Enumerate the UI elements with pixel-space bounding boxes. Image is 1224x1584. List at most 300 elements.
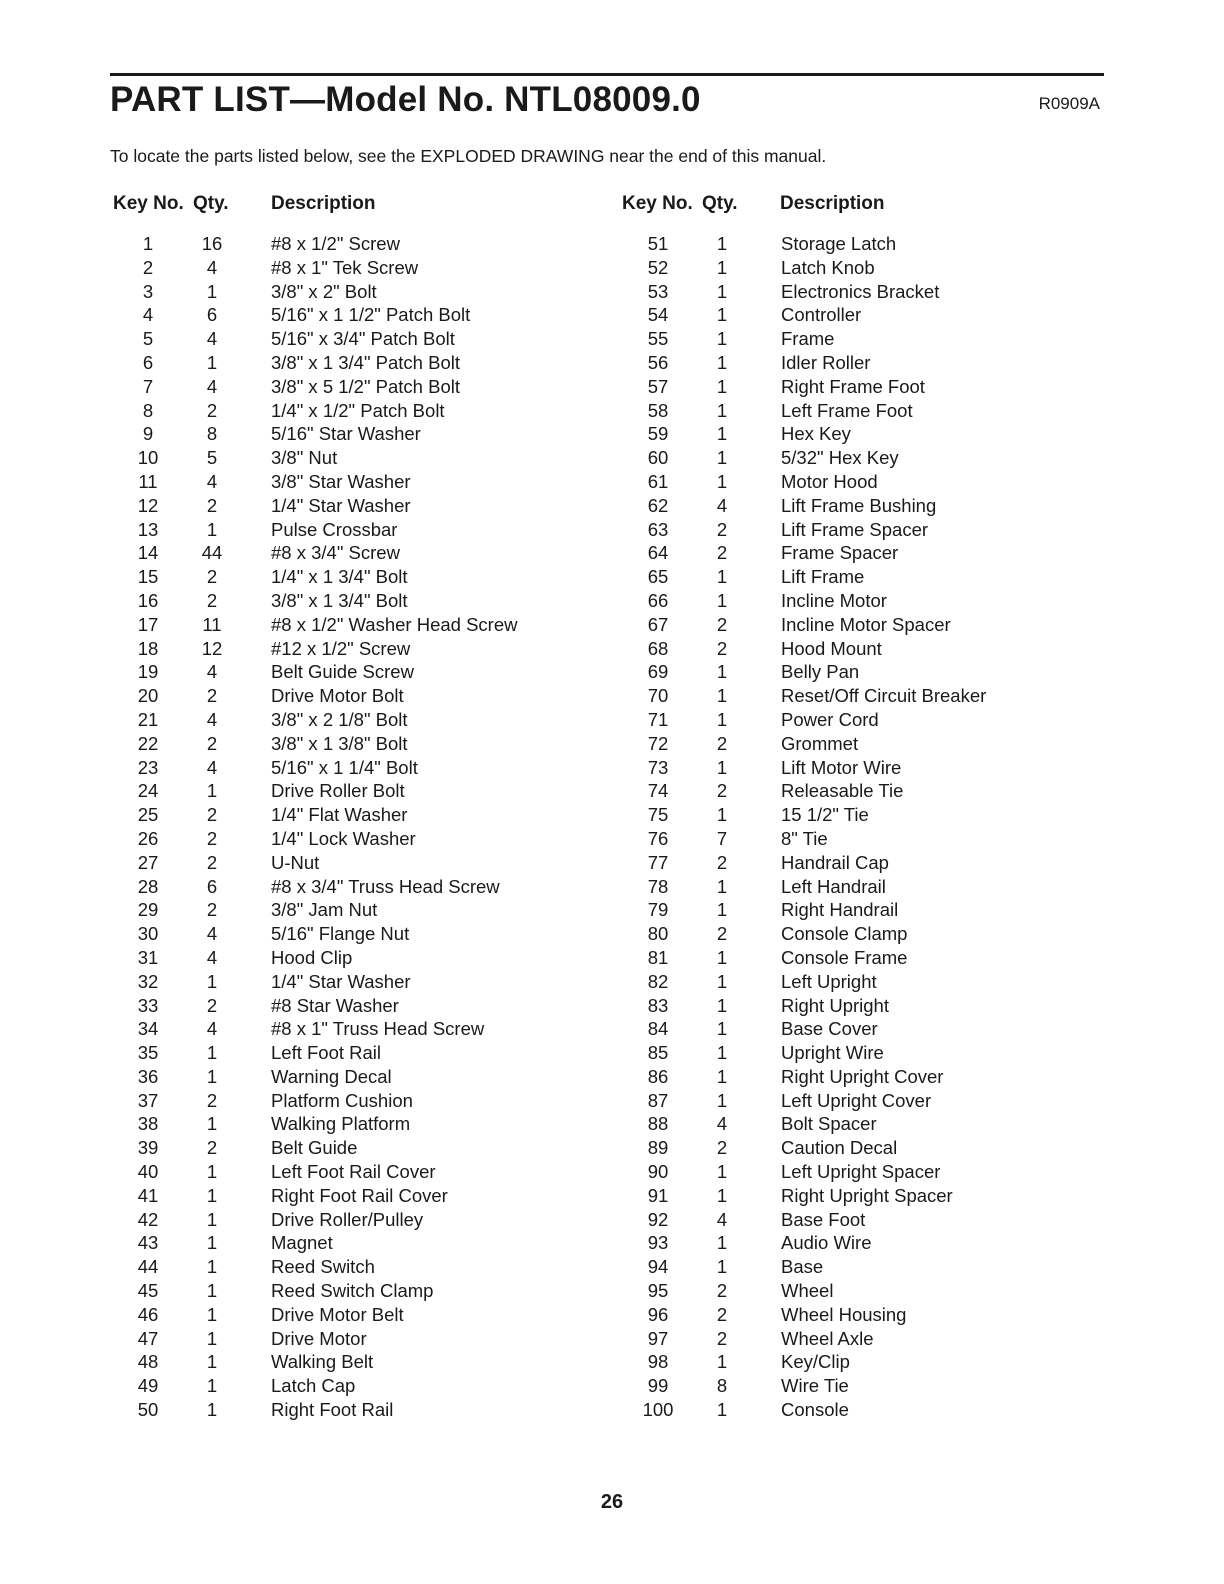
part-description: Lift Frame Spacer <box>781 518 929 540</box>
part-row <box>510 803 970 827</box>
part-description: U-Nut <box>271 851 320 873</box>
part-description: 1/4" Flat Washer <box>271 804 408 826</box>
part-key-number: 9 <box>142 423 154 445</box>
part-key-number: 28 <box>137 875 159 897</box>
part-description: Right Upright <box>781 994 889 1016</box>
part-key-number: 56 <box>647 351 669 373</box>
part-quantity: 1 <box>206 280 218 302</box>
part-row <box>0 1350 460 1374</box>
part-key-number: 97 <box>647 1327 669 1349</box>
part-key-number: 26 <box>137 827 159 849</box>
part-row <box>510 375 970 399</box>
part-description: #8 x 3/4" Screw <box>271 542 400 564</box>
part-key-number: 86 <box>647 1065 669 1087</box>
part-description: Controller <box>781 304 862 326</box>
part-key-number: 25 <box>137 804 159 826</box>
part-description: Hood Clip <box>271 946 353 968</box>
part-row <box>0 470 460 494</box>
part-quantity: 2 <box>716 1280 728 1302</box>
part-row <box>0 827 460 851</box>
part-description: Left Upright Spacer <box>781 1161 941 1183</box>
part-quantity: 8 <box>206 423 218 445</box>
part-key-number: 79 <box>647 899 669 921</box>
part-description: #8 x 1/2" Screw <box>271 233 400 254</box>
part-quantity: 4 <box>206 1018 218 1040</box>
part-key-number: 38 <box>137 1113 159 1135</box>
part-row <box>0 232 460 256</box>
part-row <box>510 732 970 756</box>
part-description: Right Handrail <box>781 899 899 921</box>
part-key-number: 62 <box>647 494 669 516</box>
part-key-number: 91 <box>647 1184 669 1206</box>
part-row <box>0 1374 460 1398</box>
part-quantity: 2 <box>716 1137 728 1159</box>
part-quantity: 2 <box>716 1303 728 1325</box>
part-row <box>510 327 970 351</box>
part-row <box>510 232 970 256</box>
part-description: 15 1/2" Tie <box>781 804 869 826</box>
part-description: Upright Wire <box>781 1042 884 1064</box>
part-row <box>510 565 970 589</box>
part-quantity: 1 <box>206 1208 218 1230</box>
left-key-header: Key No. <box>113 193 184 214</box>
part-quantity: 1 <box>716 661 728 683</box>
part-description: 3/8" Nut <box>271 447 338 469</box>
part-quantity: 1 <box>716 708 728 730</box>
part-description: Left Foot Rail <box>271 1042 382 1064</box>
part-row <box>0 351 460 375</box>
part-row <box>510 851 970 875</box>
part-description: 1/4" Star Washer <box>271 970 411 992</box>
part-description: 3/8" x 2 1/8" Bolt <box>271 708 408 730</box>
part-key-number: 85 <box>647 1042 669 1064</box>
part-key-number: 65 <box>647 566 669 588</box>
part-row <box>0 1017 485 1041</box>
part-key-number: 24 <box>137 780 159 802</box>
part-row <box>510 922 970 946</box>
part-key-number: 18 <box>137 637 159 659</box>
part-description: 3/8" x 5 1/2" Patch Bolt <box>271 375 460 397</box>
part-quantity: 1 <box>716 1065 728 1087</box>
part-quantity: 2 <box>206 1137 218 1159</box>
part-key-number: 3 <box>142 280 154 302</box>
right-description-header: Description <box>780 193 885 214</box>
part-key-number: 81 <box>647 946 669 968</box>
part-quantity: 6 <box>206 875 218 897</box>
part-row <box>510 494 970 518</box>
part-description: Drive Roller/Pulley <box>271 1208 424 1230</box>
part-key-number: 35 <box>137 1042 159 1064</box>
part-quantity: 11 <box>202 613 222 635</box>
part-quantity: 2 <box>716 613 728 635</box>
part-row <box>0 375 460 399</box>
part-quantity: 1 <box>206 1256 218 1278</box>
part-quantity: 1 <box>716 1184 728 1206</box>
part-key-number: 36 <box>137 1065 159 1087</box>
part-row <box>0 518 460 542</box>
part-row <box>0 1089 460 1113</box>
part-description: Right Foot Rail Cover <box>271 1184 448 1206</box>
part-quantity: 12 <box>201 637 223 659</box>
part-quantity: 1 <box>716 375 728 397</box>
part-key-number: 32 <box>137 970 159 992</box>
part-row <box>0 922 460 946</box>
part-key-number: 75 <box>647 804 669 826</box>
left-qty-header: Qty. <box>193 193 229 214</box>
part-row <box>0 946 460 970</box>
part-description: Pulse Crossbar <box>271 518 398 540</box>
part-description: #8 Star Washer <box>271 994 399 1016</box>
part-quantity: 1 <box>716 1161 728 1183</box>
part-description: Wheel <box>781 1280 834 1302</box>
part-description: Latch Knob <box>781 256 875 278</box>
part-quantity: 1 <box>716 447 728 469</box>
right-qty-header: Qty. <box>702 193 738 214</box>
part-quantity: 4 <box>206 256 218 278</box>
part-row <box>0 1160 460 1184</box>
part-row <box>510 1136 970 1160</box>
part-quantity: 2 <box>716 923 728 945</box>
part-quantity: 1 <box>716 1399 728 1421</box>
part-description: Lift Motor Wire <box>781 756 902 778</box>
title-rule <box>110 73 1104 76</box>
part-quantity: 4 <box>206 923 218 945</box>
part-key-number: 63 <box>647 518 669 540</box>
part-key-number: 19 <box>137 661 159 683</box>
part-description: Console Clamp <box>781 923 908 945</box>
left-description-header: Description <box>271 193 376 214</box>
part-key-number: 68 <box>647 637 669 659</box>
part-description: Warning Decal <box>271 1065 392 1087</box>
part-quantity: 4 <box>206 708 218 730</box>
part-description: Lift Frame Bushing <box>781 494 937 516</box>
page-title: PART LIST—Model No. NTL08009.0 <box>110 80 701 119</box>
part-key-number: 7 <box>142 375 154 397</box>
part-quantity: 6 <box>206 304 218 326</box>
part-quantity: 1 <box>716 470 728 492</box>
part-key-number: 47 <box>137 1327 159 1349</box>
part-description: 1/4" x 1/2" Patch Bolt <box>271 399 445 421</box>
part-description: Wire Tie <box>781 1375 849 1397</box>
part-key-number: 78 <box>647 875 669 897</box>
part-quantity: 1 <box>206 1161 218 1183</box>
part-key-number: 44 <box>137 1256 159 1278</box>
part-key-number: 71 <box>647 708 669 730</box>
part-description: Right Upright Cover <box>781 1065 944 1087</box>
part-row <box>510 541 970 565</box>
part-key-number: 40 <box>137 1161 159 1183</box>
part-row <box>0 1231 460 1255</box>
part-quantity: 2 <box>206 899 218 921</box>
part-key-number: 6 <box>142 351 154 373</box>
part-key-number: 82 <box>647 970 669 992</box>
part-row <box>0 1112 460 1136</box>
part-row <box>510 756 970 780</box>
part-quantity: 2 <box>716 518 728 540</box>
part-quantity: 1 <box>206 1065 218 1087</box>
part-key-number: 31 <box>137 946 159 968</box>
part-key-number: 51 <box>647 233 669 254</box>
part-key-number: 92 <box>647 1208 669 1230</box>
part-description: Hood Mount <box>781 637 882 659</box>
part-key-number: 1 <box>142 233 154 254</box>
part-row <box>0 1303 460 1327</box>
part-row <box>510 1184 970 1208</box>
part-quantity: 1 <box>716 946 728 968</box>
part-row <box>510 684 987 708</box>
part-row <box>510 1303 970 1327</box>
part-key-number: 83 <box>647 994 669 1016</box>
part-description: Key/Clip <box>781 1351 850 1373</box>
part-description: 3/8" Jam Nut <box>271 899 378 921</box>
part-description: Walking Platform <box>271 1113 411 1135</box>
parts-column-right <box>510 232 987 1422</box>
part-key-number: 42 <box>137 1208 159 1230</box>
part-description: Audio Wire <box>781 1232 872 1254</box>
part-row <box>510 1208 970 1232</box>
part-key-number: 13 <box>137 518 159 540</box>
part-key-number: 22 <box>137 732 159 754</box>
part-description: Belt Guide Screw <box>271 661 414 683</box>
part-quantity: 5 <box>206 447 218 469</box>
part-row <box>0 280 460 304</box>
part-quantity: 2 <box>716 780 728 802</box>
part-description: Reed Switch <box>271 1256 375 1278</box>
part-key-number: 2 <box>142 256 154 278</box>
part-quantity: 2 <box>206 994 218 1016</box>
part-description: Latch Cap <box>271 1375 356 1397</box>
part-key-number: 8 <box>142 399 154 421</box>
part-key-number: 37 <box>137 1089 159 1111</box>
part-description: #12 x 1/2" Screw <box>271 637 411 659</box>
part-quantity: 2 <box>716 732 728 754</box>
part-key-number: 74 <box>647 780 669 802</box>
part-description: 5/16" x 1 1/4" Bolt <box>271 756 418 778</box>
part-row <box>0 898 460 922</box>
part-key-number: 5 <box>142 328 154 350</box>
part-quantity: 2 <box>206 589 218 611</box>
part-description: Console <box>781 1399 849 1421</box>
part-quantity: 1 <box>206 1399 218 1421</box>
part-row <box>510 1350 970 1374</box>
part-key-number: 89 <box>647 1137 669 1159</box>
part-row <box>0 613 518 637</box>
part-key-number: 11 <box>138 470 158 492</box>
part-row <box>0 970 460 994</box>
part-description: 3/8" Star Washer <box>271 470 411 492</box>
part-description: 3/8" x 2" Bolt <box>271 280 377 302</box>
part-quantity: 1 <box>716 994 728 1016</box>
part-key-number: 53 <box>647 280 669 302</box>
part-key-number: 29 <box>137 899 159 921</box>
part-key-number: 20 <box>137 685 159 707</box>
part-quantity: 1 <box>206 1280 218 1302</box>
part-key-number: 55 <box>647 328 669 350</box>
part-description: Reed Switch Clamp <box>271 1280 434 1302</box>
part-description: Base Cover <box>781 1018 878 1040</box>
part-quantity: 4 <box>206 328 218 350</box>
part-row <box>0 1208 460 1232</box>
part-row <box>0 994 460 1018</box>
part-row <box>510 518 970 542</box>
part-quantity: 4 <box>206 946 218 968</box>
part-description: Console Frame <box>781 946 908 968</box>
part-key-number: 49 <box>137 1375 159 1397</box>
part-key-number: 16 <box>137 589 159 611</box>
part-key-number: 60 <box>647 447 669 469</box>
part-key-number: 48 <box>137 1351 159 1373</box>
part-description: 3/8" x 1 3/8" Bolt <box>271 732 408 754</box>
part-description: Drive Motor Bolt <box>271 685 404 707</box>
part-row <box>0 327 460 351</box>
part-key-number: 59 <box>647 423 669 445</box>
part-row <box>510 946 970 970</box>
part-quantity: 2 <box>716 1327 728 1349</box>
part-description: 5/16" x 1 1/2" Patch Bolt <box>271 304 471 326</box>
part-key-number: 77 <box>647 851 669 873</box>
part-description: Frame Spacer <box>781 542 899 564</box>
part-description: Left Upright <box>781 970 877 992</box>
part-quantity: 2 <box>206 494 218 516</box>
part-description: Base Foot <box>781 1208 866 1230</box>
part-quantity: 1 <box>716 280 728 302</box>
part-row <box>510 470 970 494</box>
part-quantity: 2 <box>206 685 218 707</box>
part-key-number: 88 <box>647 1113 669 1135</box>
part-description: Left Frame Foot <box>781 399 913 421</box>
part-description: Left Upright Cover <box>781 1089 932 1111</box>
part-row <box>510 1089 970 1113</box>
part-description: Left Foot Rail Cover <box>271 1161 436 1183</box>
part-row <box>0 684 460 708</box>
part-key-number: 21 <box>137 708 159 730</box>
part-row <box>0 1255 460 1279</box>
part-row <box>510 708 970 732</box>
part-key-number: 67 <box>647 613 669 635</box>
part-row <box>510 637 970 661</box>
part-description: 1/4" Star Washer <box>271 494 411 516</box>
part-row <box>510 589 970 613</box>
part-quantity: 2 <box>206 1089 218 1111</box>
part-row <box>0 779 460 803</box>
part-quantity: 1 <box>206 1184 218 1206</box>
part-row <box>510 1279 970 1303</box>
part-quantity: 1 <box>206 351 218 373</box>
part-quantity: 2 <box>206 827 218 849</box>
part-quantity: 1 <box>716 875 728 897</box>
part-quantity: 1 <box>716 566 728 588</box>
part-row <box>510 422 970 446</box>
part-description: Walking Belt <box>271 1351 374 1373</box>
part-row <box>0 756 460 780</box>
part-quantity: 1 <box>716 1042 728 1064</box>
part-key-number: 4 <box>142 304 154 326</box>
part-row <box>0 303 471 327</box>
part-key-number: 73 <box>647 756 669 778</box>
part-quantity: 2 <box>206 732 218 754</box>
part-description: 5/16" Star Washer <box>271 423 421 445</box>
part-quantity: 1 <box>716 1232 728 1254</box>
part-description: Platform Cushion <box>271 1089 413 1111</box>
part-description: Base <box>781 1256 824 1278</box>
part-description: 5/32" Hex Key <box>781 447 899 469</box>
part-key-number: 84 <box>647 1018 669 1040</box>
part-key-number: 98 <box>647 1351 669 1373</box>
part-key-number: 58 <box>647 399 669 421</box>
part-key-number: 96 <box>647 1303 669 1325</box>
part-key-number: 41 <box>137 1184 159 1206</box>
part-quantity: 1 <box>206 1303 218 1325</box>
parts-column-left <box>0 232 518 1422</box>
part-row <box>0 660 460 684</box>
part-quantity: 1 <box>206 1327 218 1349</box>
part-quantity: 1 <box>716 328 728 350</box>
part-description: Lift Frame <box>781 566 865 588</box>
part-description: Reset/Off Circuit Breaker <box>781 685 987 707</box>
part-quantity: 1 <box>206 970 218 992</box>
part-row <box>510 399 970 423</box>
part-description: 5/16" Flange Nut <box>271 923 410 945</box>
part-row <box>510 351 970 375</box>
part-quantity: 1 <box>206 1375 218 1397</box>
part-description: Drive Roller Bolt <box>271 780 405 802</box>
part-row <box>510 446 970 470</box>
part-description: Right Upright Spacer <box>781 1184 953 1206</box>
part-quantity: 1 <box>716 970 728 992</box>
part-row <box>510 1398 970 1422</box>
part-quantity: 2 <box>206 566 218 588</box>
part-description: 8" Tie <box>781 827 828 849</box>
part-quantity: 44 <box>201 542 223 564</box>
part-key-number: 69 <box>647 661 669 683</box>
part-description: #8 x 3/4" Truss Head Screw <box>271 875 500 897</box>
part-description: #8 x 1/2" Washer Head Screw <box>271 613 518 635</box>
part-row <box>0 732 460 756</box>
part-quantity: 1 <box>716 685 728 707</box>
part-quantity: 4 <box>206 756 218 778</box>
part-description: Grommet <box>781 732 859 754</box>
part-quantity: 8 <box>716 1375 728 1397</box>
part-row <box>510 898 970 922</box>
part-row <box>510 827 970 851</box>
part-quantity: 1 <box>716 899 728 921</box>
part-description: Frame <box>781 328 835 350</box>
part-row <box>510 970 970 994</box>
part-row <box>0 1041 460 1065</box>
part-description: Power Cord <box>781 708 879 730</box>
part-row <box>0 1279 460 1303</box>
part-key-number: 39 <box>137 1137 159 1159</box>
part-description: Idler Roller <box>781 351 871 373</box>
part-quantity: 1 <box>206 518 218 540</box>
part-key-number: 34 <box>137 1018 159 1040</box>
part-row <box>510 875 970 899</box>
part-description: Right Foot Rail <box>271 1399 394 1421</box>
part-row <box>510 1041 970 1065</box>
part-key-number: 52 <box>647 256 669 278</box>
page-number: 26 <box>600 1491 624 1513</box>
part-description: 5/16" x 3/4" Patch Bolt <box>271 328 455 350</box>
part-quantity: 2 <box>206 399 218 421</box>
part-row <box>510 1065 970 1089</box>
part-quantity: 1 <box>716 423 728 445</box>
part-row <box>0 422 460 446</box>
part-row <box>510 1112 970 1136</box>
part-row <box>0 446 460 470</box>
part-quantity: 2 <box>716 851 728 873</box>
part-row <box>510 994 970 1018</box>
part-row <box>0 541 460 565</box>
